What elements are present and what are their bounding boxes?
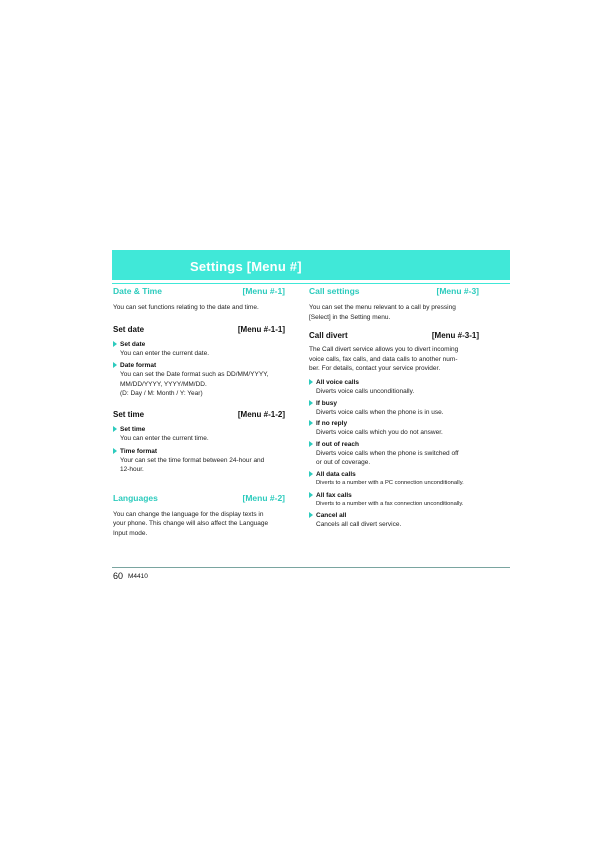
list-item (309, 419, 479, 438)
item-title: Set date (120, 340, 146, 348)
date-time-title: Date & Time (113, 286, 162, 296)
item-desc: You can enter the current time. (120, 434, 209, 442)
item-desc: You can enter the current date. (120, 349, 210, 357)
call-divert-desc: The Call divert service allows you to divert incoming voice calls, fax calls, and data calls to another num- ber. For details, contact your service provider. (309, 346, 459, 373)
call-settings-desc: You can set the menu relevant to a call by pressing [Select] in the Setting menu. (309, 304, 456, 321)
languages-desc: You can change the language for the display texts in your phone. This change will also affect the Language Input mode. (113, 510, 269, 537)
list-item (309, 470, 479, 489)
call-divert-menu: [Menu #-3-1] (431, 331, 479, 341)
page-title: Settings [Menu #] (190, 259, 302, 274)
item-title: All fax calls (316, 491, 352, 499)
date-time-menu: [Menu #-1] (242, 286, 285, 296)
arrow-icon (113, 448, 117, 454)
item-desc: You can set the Date format such as DD/MM/YYYY, MM/DD/YYYY, YYYY/MM/DD. (D: Day / M: Month / Y: Year) (120, 371, 269, 398)
call-settings-heading (309, 286, 479, 296)
header-rule (112, 283, 510, 284)
call-settings-menu: [Menu #-3] (436, 286, 479, 296)
list-item (309, 511, 479, 530)
date-time-heading (113, 286, 285, 296)
languages-menu: [Menu #-2] (242, 492, 285, 503)
set-date-menu: [Menu #-1-1] (237, 324, 285, 334)
item-title: Set time (120, 425, 146, 433)
item-desc: Diverts voice calls unconditionally. (316, 387, 415, 395)
languages-heading (113, 493, 285, 503)
set-date-title: Set date (113, 324, 145, 334)
date-time-desc: You can set functions relating to the date and time. (113, 304, 259, 311)
arrow-icon (113, 362, 117, 368)
list-item (309, 378, 479, 397)
item-desc: Diverts to a number with a fax connection unconditionally. (316, 500, 464, 507)
item-title: Date format (120, 362, 157, 370)
list-item (309, 491, 479, 510)
list-item (113, 340, 285, 359)
list-item (113, 447, 285, 475)
item-desc: Your can set the time format between 24-hour and 12-hour. (120, 456, 265, 474)
languages-title: Languages (113, 492, 158, 503)
item-desc: Diverts to a number with a PC connection unconditionally. (316, 479, 464, 486)
page-number: 60 (113, 571, 124, 581)
header-band (112, 250, 510, 280)
item-desc: Diverts voice calls which you do not answer. (316, 429, 443, 437)
item-desc: Diverts voice calls when the phone is in use. (316, 408, 444, 416)
set-time-title: Set time (113, 409, 145, 419)
item-desc: Diverts voice calls when the phone is switched off or out of coverage. (316, 449, 459, 467)
call-settings-title: Call settings (309, 286, 360, 296)
arrow-icon (309, 400, 313, 406)
call-divert-title: Call divert (309, 331, 348, 341)
item-title: All data calls (316, 470, 356, 478)
set-time-heading (113, 410, 285, 419)
arrow-icon (309, 420, 313, 426)
arrow-icon (309, 512, 313, 518)
item-title: If no reply (316, 420, 348, 428)
arrow-icon (309, 492, 313, 498)
arrow-icon (113, 341, 117, 347)
item-title: If out of reach (316, 440, 359, 448)
left-column (113, 286, 285, 539)
item-title: Cancel all (316, 512, 347, 520)
call-divert-heading (309, 331, 479, 340)
item-title: All voice calls (316, 378, 359, 386)
item-desc: Cancels all call divert service. (316, 521, 402, 529)
model-name: M4410 (128, 573, 148, 580)
list-item (309, 440, 479, 468)
list-item (309, 399, 479, 418)
item-title: If busy (316, 399, 337, 407)
set-time-menu: [Menu #-1-2] (237, 409, 285, 419)
arrow-icon (309, 471, 313, 477)
list-item (113, 361, 285, 399)
arrow-icon (113, 426, 117, 432)
arrow-icon (309, 379, 313, 385)
item-title: Time format (120, 447, 158, 455)
arrow-icon (309, 441, 313, 447)
set-date-heading (113, 325, 285, 334)
list-item (113, 425, 285, 444)
right-column (309, 286, 479, 530)
footer-rule (112, 567, 510, 568)
